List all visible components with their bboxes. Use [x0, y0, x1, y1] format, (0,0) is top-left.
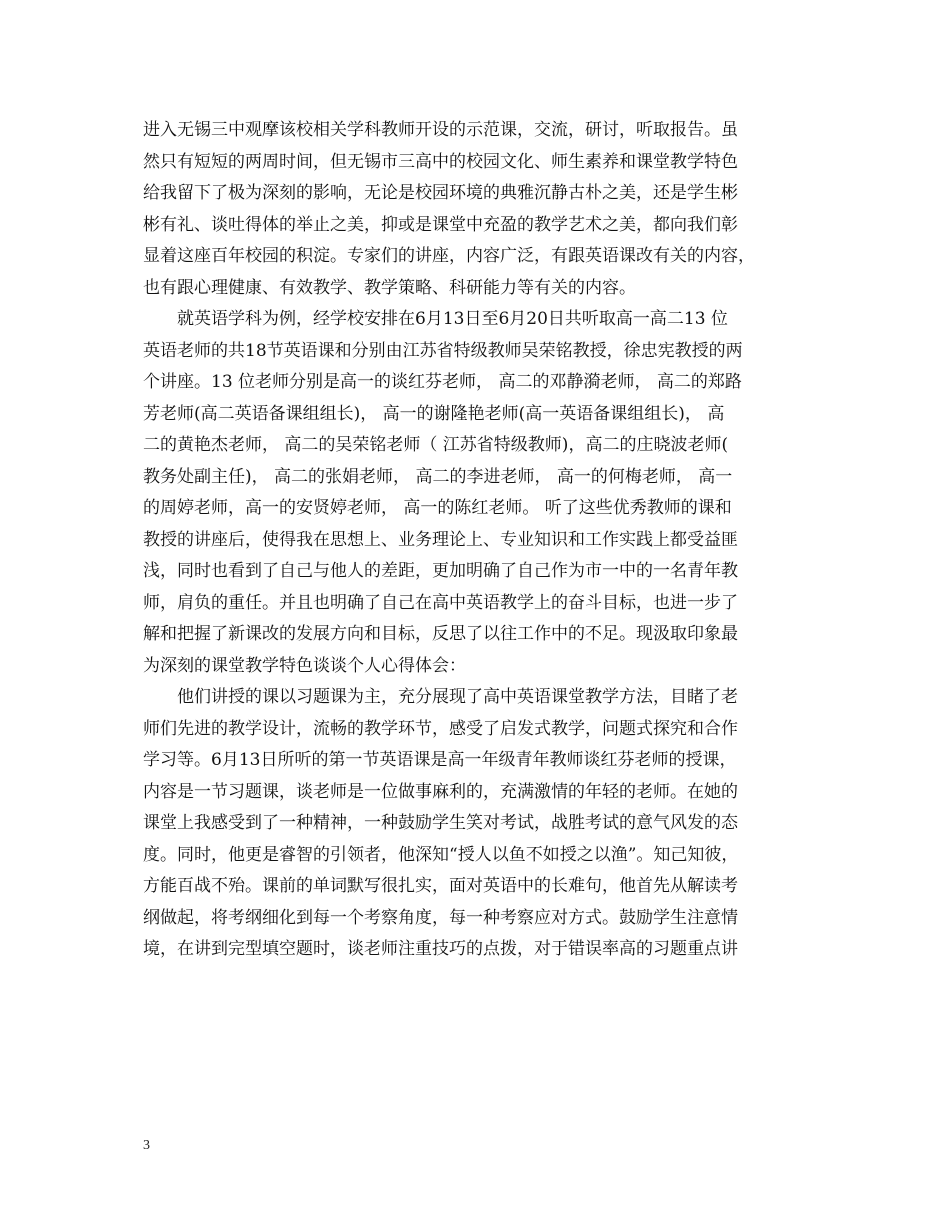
text-line: 为深刻的课堂教学特色谈谈个人心得体会：	[143, 655, 466, 676]
text-line: 英语老师的共18节英语课和分别由江苏省特级教师吴荣铭教授，徐忠宪教授的两	[143, 340, 743, 361]
text-line: 给我留下了极为深刻的影响，无论是校园环境的典雅沉静古朴之美，还是学生彬	[143, 183, 738, 203]
text-line: 教授的讲座后，使得我在思想上、业务理论上、专业知识和工作实践上都受益匪	[143, 529, 738, 550]
text-line: 的周婷老师，高一的安贤婷老师， 高一的陈红老师。 听了这些优秀教师的课和	[143, 498, 732, 518]
text-line: 芳老师(高二英语备课组组长)， 高一的谢隆艳老师(高一英语备课组组长)， 高	[143, 403, 725, 424]
text-line: 学习等。6月13日所听的第一节英语课是高一年级青年教师谈红芬老师的授课，	[143, 750, 737, 770]
text-line: 纲做起，将考纲细化到每一个考察角度，每一种考察应对方式。鼓励学生注意情	[143, 907, 738, 928]
text-line: 教务处副主任)， 高二的张娟老师， 高二的李进老师， 高一的何梅老师， 高一	[143, 466, 733, 487]
text-line: 师，肩负的重任。并且也明确了自己在高中英语教学上的奋斗目标，也进一步了	[143, 592, 738, 613]
paragraph	[143, 304, 808, 682]
text-line: 二的黄艳杰老师， 高二的吴荣铭老师（ 江苏省特级教师)，高二的庄晓波老师(	[143, 435, 729, 455]
paragraph	[143, 682, 808, 966]
text-line: 个讲座。13 位老师分别是高一的谈红芬老师， 高二的邓静漪老师， 高二的郑路	[143, 372, 742, 392]
text-line: 师们先进的教学设计，流畅的教学环节，感受了启发式教学，问题式探究和合作	[143, 718, 738, 739]
text-line: 然只有短短的两周时间，但无锡市三高中的校园文化、师生素养和课堂教学特色	[143, 151, 738, 172]
text-line: 显着这座百年校园的积淀。专家们的讲座，内容广泛，有跟英语课改有关的内容，	[143, 246, 755, 266]
paragraph	[143, 115, 808, 304]
text-line: 也有跟心理健康、有效教学、教学策略、科研能力等有关的内容。	[143, 277, 636, 298]
text-line: 就英语学科为例，经学校安排在6月13日至6月20日共听取高一高二13 位	[177, 309, 728, 329]
text-line: 解和把握了新课改的发展方向和目标，反思了以往工作中的不足。现汲取印象最	[143, 624, 738, 644]
text-line: 内容是一节习题课，谈老师是一位做事麻利的，充满激情的年轻的老师。在她的	[143, 781, 738, 802]
text-line: 方能百战不殆。课前的单词默写很扎实，面对英语中的长难句，他首先从解读考	[143, 876, 738, 896]
text-line: 境，在讲到完型填空题时，谈老师注重技巧的点拨，对于错误率高的习题重点讲	[143, 939, 738, 959]
text-line: 度。同时，他更是睿智的引领者，他深知“授人以鱼不如授之以渔”。知己知彼，	[143, 844, 739, 865]
document-body	[143, 115, 808, 966]
page-number: 3	[143, 1138, 150, 1153]
text-line: 进入无锡三中观摩该校相关学科教师开设的示范课，交流，研讨，听取报告。虽	[143, 120, 738, 140]
text-line: 他们讲授的课以习题课为主，充分展现了高中英语课堂教学方法，目睹了老	[177, 687, 738, 707]
text-line: 课堂上我感受到了一种精神，一种鼓励学生笑对考试，战胜考试的意气风发的态	[143, 813, 738, 833]
text-line: 浅，同时也看到了自己与他人的差距，更加明确了自己作为市一中的一名青年教	[143, 561, 738, 581]
text-line: 彬有礼、谈吐得体的举止之美，抑或是课堂中充盈的教学艺术之美，都向我们彰	[143, 214, 738, 235]
